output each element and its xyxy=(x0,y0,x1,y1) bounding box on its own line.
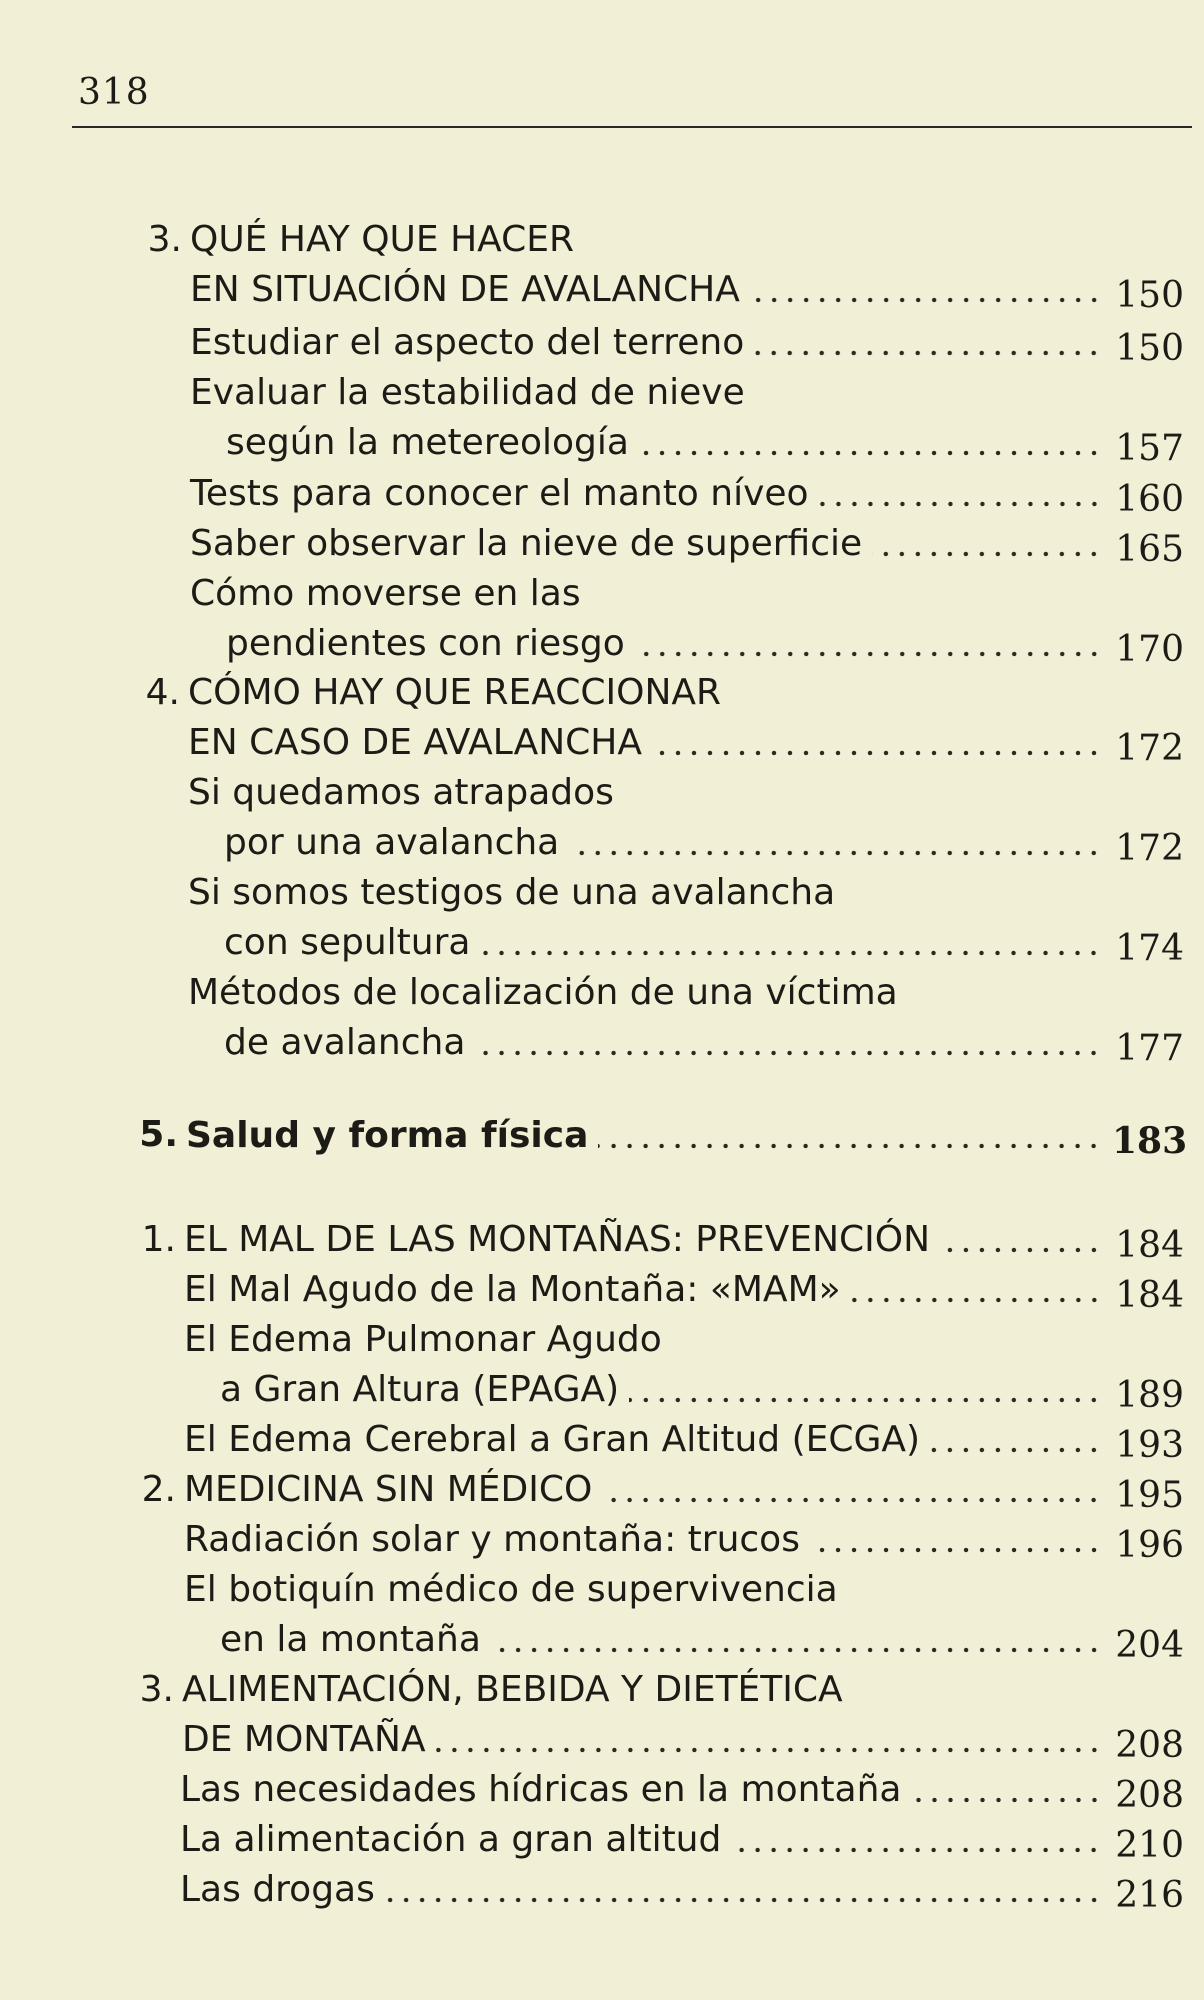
toc-entry-line xyxy=(180,1815,1184,1865)
toc-entry-title-line: Saber observar la nieve de superficie xyxy=(190,523,863,564)
toc-entry xyxy=(0,318,1204,368)
toc-entry-line xyxy=(180,1765,1184,1815)
toc-entry xyxy=(0,668,1204,768)
toc-entry-line xyxy=(184,1415,1184,1465)
header-rule xyxy=(72,126,1192,128)
toc-entry xyxy=(0,968,1204,1068)
toc-page-number: 170 xyxy=(1115,629,1184,670)
toc-entry-line xyxy=(186,1110,1188,1162)
toc-entry-title-line: Las drogas xyxy=(180,1869,375,1910)
toc-page-number: 208 xyxy=(1115,1775,1184,1816)
dot-leader xyxy=(491,1647,1102,1653)
section-number: 1. xyxy=(141,1219,176,1260)
dot-leader xyxy=(940,1247,1102,1253)
toc-entry-title-line: QUÉ HAY QUE HACER xyxy=(190,219,575,260)
dot-leader xyxy=(569,850,1102,856)
dot-leader xyxy=(731,1847,1102,1853)
dot-leader xyxy=(635,651,1102,657)
toc-entry-line xyxy=(190,318,1184,368)
toc-entry-title-line: El Edema Cerebral a Gran Altitud (ECGA) xyxy=(184,1419,921,1460)
toc-page-number: 160 xyxy=(1115,479,1184,520)
toc-page-number: 183 xyxy=(1112,1120,1188,1162)
toc-page-number: 216 xyxy=(1115,1875,1184,1916)
toc-entry-title-line: por una avalancha xyxy=(224,822,560,863)
toc-entry xyxy=(0,868,1204,968)
toc-entry xyxy=(0,1415,1204,1465)
toc-page-number: 172 xyxy=(1115,728,1184,769)
toc-entry-title-line: según la metereología xyxy=(226,422,629,463)
toc-entry-title-line: ALIMENTACIÓN, BEBIDA Y DIETÉTICA xyxy=(182,1669,843,1710)
toc-entry-line xyxy=(184,1265,1184,1315)
toc-entry-title-line: Tests para conocer el manto níveo xyxy=(190,473,809,514)
toc-entry xyxy=(0,469,1204,519)
toc-entry xyxy=(0,768,1204,868)
toc-entry-title-line: en la montaña xyxy=(220,1619,481,1660)
toc-entry-title-line: Estudiar el aspecto del terreno xyxy=(190,322,745,363)
toc-entry-title-line: El botiquín médico de supervivencia xyxy=(184,1569,838,1610)
toc-page-number: 204 xyxy=(1115,1625,1184,1666)
toc-entry xyxy=(0,1865,1204,1915)
dot-leader xyxy=(754,350,1102,356)
section-number: 3. xyxy=(147,219,182,260)
toc-entry-title-line: CÓMO HAY QUE REACCIONAR xyxy=(188,672,722,713)
dot-leader xyxy=(851,1297,1102,1303)
toc-entry-line xyxy=(180,1865,1184,1915)
toc-page-number: 195 xyxy=(1115,1475,1184,1516)
section-number: 5. xyxy=(139,1114,178,1155)
toc-entry xyxy=(0,569,1204,669)
toc-entry-line xyxy=(220,1365,1184,1415)
toc-page-number: 172 xyxy=(1115,828,1184,869)
dot-leader xyxy=(598,1143,1102,1149)
toc-entry-line xyxy=(190,265,1184,315)
toc-page-number: 210 xyxy=(1115,1825,1184,1866)
page-number: 318 xyxy=(78,72,150,113)
toc-page-number: 150 xyxy=(1115,328,1184,369)
toc-entry xyxy=(0,1765,1204,1815)
toc-entry-line xyxy=(226,418,1184,468)
toc-entry-title-line: Las necesidades hídricas en la montaña xyxy=(180,1769,902,1810)
toc-entry xyxy=(0,368,1204,468)
toc-entry-title-line: Si quedamos atrapados xyxy=(188,772,614,813)
toc-page-number: 165 xyxy=(1115,529,1184,570)
toc-entry-line xyxy=(184,1215,1184,1265)
toc-entry-line xyxy=(224,1018,1184,1068)
toc-entry-title-line: El Mal Agudo de la Montaña: «MAM» xyxy=(184,1269,841,1310)
section-number: 3. xyxy=(139,1669,174,1710)
toc-entry-title-line: EN CASO DE AVALANCHA xyxy=(188,722,642,763)
toc-entry-title-line: Si somos testigos de una avalancha xyxy=(188,872,836,913)
toc-entry xyxy=(0,1110,1204,1160)
dot-leader xyxy=(750,297,1102,303)
dot-leader xyxy=(629,1397,1102,1403)
section-number: 4. xyxy=(145,672,180,713)
toc-page-number: 184 xyxy=(1115,1275,1184,1316)
toc-entry-title-line: DE MONTAÑA xyxy=(182,1719,426,1760)
toc-page-number: 157 xyxy=(1115,428,1184,469)
toc-entry-line xyxy=(226,619,1184,669)
toc-entry-title-line: EL MAL DE LAS MONTAÑAS: PREVENCIÓN xyxy=(184,1219,931,1260)
dot-leader xyxy=(872,551,1102,557)
toc-entry-title-line: MEDICINA SIN MÉDICO xyxy=(184,1469,593,1510)
toc-entry-title-line: El Edema Pulmonar Agudo xyxy=(184,1319,662,1360)
toc-entry xyxy=(0,1665,1204,1765)
toc-entry-title-line: Salud y forma física xyxy=(186,1115,589,1156)
toc-entry-title-line: pendientes con riesgo xyxy=(226,623,625,664)
toc-entry xyxy=(0,1815,1204,1865)
toc-entry-line xyxy=(190,519,1184,569)
toc-entry-title-line: de avalancha xyxy=(224,1022,466,1063)
toc-page-number: 208 xyxy=(1115,1725,1184,1766)
toc-entry-title-line: EN SITUACIÓN DE AVALANCHA xyxy=(190,269,740,310)
toc-entry-line xyxy=(182,1715,1184,1765)
toc-entry xyxy=(0,1565,1204,1665)
dot-leader xyxy=(819,501,1102,507)
dot-leader xyxy=(480,950,1102,956)
dot-leader xyxy=(930,1447,1102,1453)
toc-entry-title-line: Cómo moverse en las xyxy=(190,573,581,614)
toc-entry xyxy=(0,1465,1204,1515)
toc-entry xyxy=(0,1315,1204,1415)
toc-entry xyxy=(0,1515,1204,1565)
toc-entry-line xyxy=(184,1465,1184,1515)
toc-entry-title-line: a Gran Altura (EPAGA) xyxy=(220,1369,620,1410)
dot-leader xyxy=(912,1797,1103,1803)
toc-page-number: 189 xyxy=(1115,1375,1184,1416)
toc-entry-title-line: Radiación solar y montaña: trucos xyxy=(184,1519,800,1560)
toc-entry xyxy=(0,519,1204,569)
toc-entry-title-line: Métodos de localización de una víctima xyxy=(188,972,898,1013)
dot-leader xyxy=(602,1497,1102,1503)
toc-entry-title-line: con sepultura xyxy=(224,922,471,963)
toc-page-number: 196 xyxy=(1115,1525,1184,1566)
dot-leader xyxy=(385,1897,1102,1903)
toc-entry xyxy=(0,1215,1204,1265)
toc-page-number: 177 xyxy=(1115,1028,1184,1069)
toc-entry xyxy=(0,215,1204,315)
toc-entry-line xyxy=(184,1515,1184,1565)
toc-entry-line xyxy=(220,1615,1184,1665)
toc-page-number: 150 xyxy=(1115,275,1184,316)
toc-page-number: 193 xyxy=(1115,1425,1184,1466)
dot-leader xyxy=(475,1050,1102,1056)
dot-leader xyxy=(436,1747,1102,1753)
toc-entry-line xyxy=(188,718,1184,768)
toc-entry-title-line: Evaluar la estabilidad de nieve xyxy=(190,372,745,413)
toc-entry-line xyxy=(224,818,1184,868)
dot-leader xyxy=(639,450,1102,456)
toc-entry xyxy=(0,1265,1204,1315)
toc-entry-line xyxy=(224,918,1184,968)
dot-leader xyxy=(810,1547,1102,1553)
toc-entry-line xyxy=(190,469,1184,519)
section-number: 2. xyxy=(141,1469,176,1510)
toc-page-number: 184 xyxy=(1115,1225,1184,1266)
toc-page-number: 174 xyxy=(1115,928,1184,969)
toc-entry-title-line: La alimentación a gran altitud xyxy=(180,1819,722,1860)
dot-leader xyxy=(652,750,1102,756)
